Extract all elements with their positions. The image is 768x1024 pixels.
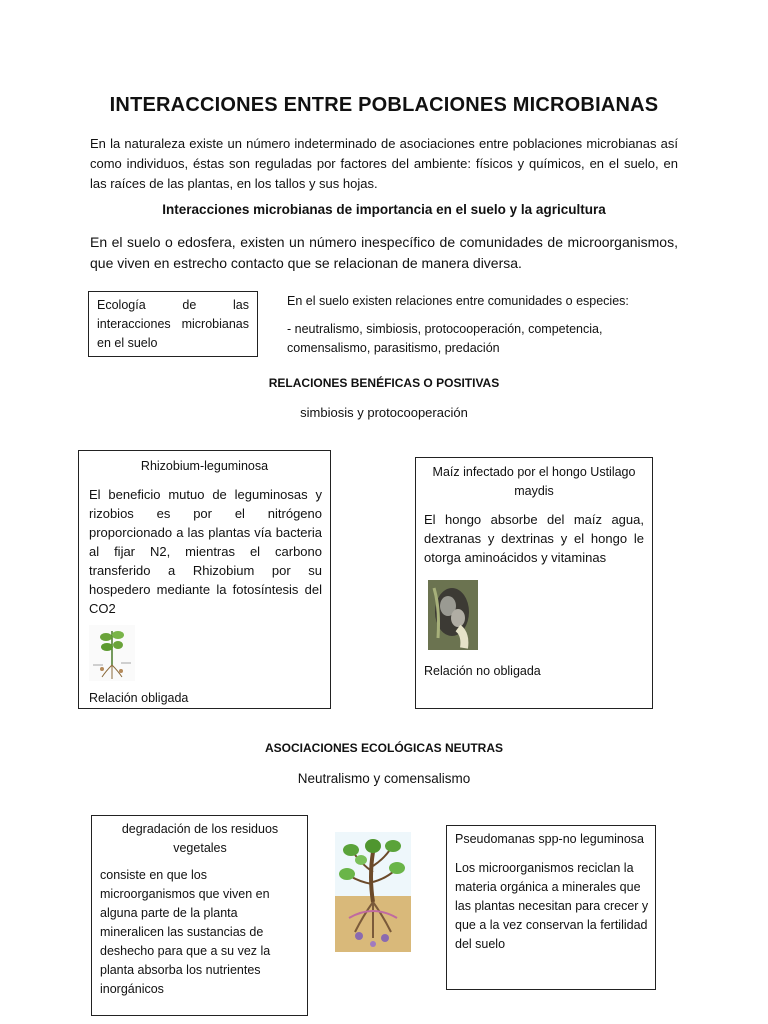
- rhizobium-footer: Relación obligada: [89, 691, 189, 705]
- neutral-subheading: Neutralismo y comensalismo: [297, 771, 471, 786]
- page-title: INTERACCIONES ENTRE POBLACIONES MICROBIANAS: [109, 94, 659, 116]
- maiz-title: Maíz infectado por el hongo Ustilago maydis: [432, 465, 636, 498]
- section-subtitle: Interacciones microbianas de importancia en el suelo y la agricultura: [162, 202, 606, 217]
- pseudomonas-body: Los microorganismos reciclan la materia orgánica a minerales que las plantas necesitan para crecer y que a la vez conservan la fertilidad del suelo: [455, 861, 649, 951]
- ecology-box: [88, 291, 258, 357]
- beneficial-heading: RELACIONES BENÉFICAS O POSITIVAS: [268, 376, 500, 390]
- relations-intro: En el suelo existen relaciones entre comunidades o especies:: [287, 294, 629, 308]
- plant-roots-image: [335, 832, 411, 952]
- pseudomonas-box: [446, 825, 656, 990]
- ecology-box-text: Ecología de las interacciones microbianas en el suelo: [97, 298, 249, 350]
- rhizobium-title: Rhizobium-leguminosa: [140, 459, 269, 473]
- maiz-body: El hongo absorbe del maíz agua, dextranas y dextrinas y el hongo le otorga aminoácidos y vitaminas: [424, 512, 644, 565]
- intro-paragraph: En la naturaleza existe un número indeterminado de asociaciones entre poblaciones microbianas así como individuos, éstas son reguladas por factores del ambiente: físicos y químicos, en el suelo, en las raíces de las plantas, en los tallos y sus hojas.: [90, 136, 678, 191]
- pseudomonas-title: Pseudomanas spp-no leguminosa: [455, 832, 645, 846]
- maiz-footer: Relación no obligada: [424, 664, 541, 678]
- degradacion-box: [91, 815, 308, 1016]
- degradacion-body: consiste en que los microorganismos que viven en alguna parte de la planta mineralicen las sustancias de deshecho para que a su vez la planta absorba los nutrientes inorgánicos: [100, 868, 271, 996]
- rhizobium-body: El beneficio mutuo de leguminosas y rizobios es por el nitrógeno proporcionado a las plantas vía bacteria al fijar N2, mientras el carbono transferido a Rhizobium por su hospedero mediante la fotosíntesis del CO2: [89, 487, 322, 616]
- beneficial-subheading: simbiosis y protocooperación: [300, 405, 468, 420]
- legume-plant-image: [89, 625, 135, 681]
- corn-smut-image: [428, 580, 478, 650]
- soil-paragraph: En el suelo o edosfera, existen un número inespecífico de comunidades de microorganismos, que viven en estrecho contacto que se relacionan de manera diversa.: [90, 234, 678, 271]
- maiz-box: [415, 457, 653, 709]
- degradacion-title: degradación de los residuos vegetales: [121, 822, 279, 855]
- relations-list: - neutralismo, simbiosis, protocooperación, competencia, comensalismo, parasitismo, predación: [287, 322, 603, 355]
- neutral-heading: ASOCIACIONES ECOLÓGICAS NEUTRAS: [264, 741, 504, 755]
- rhizobium-box: [78, 450, 331, 709]
